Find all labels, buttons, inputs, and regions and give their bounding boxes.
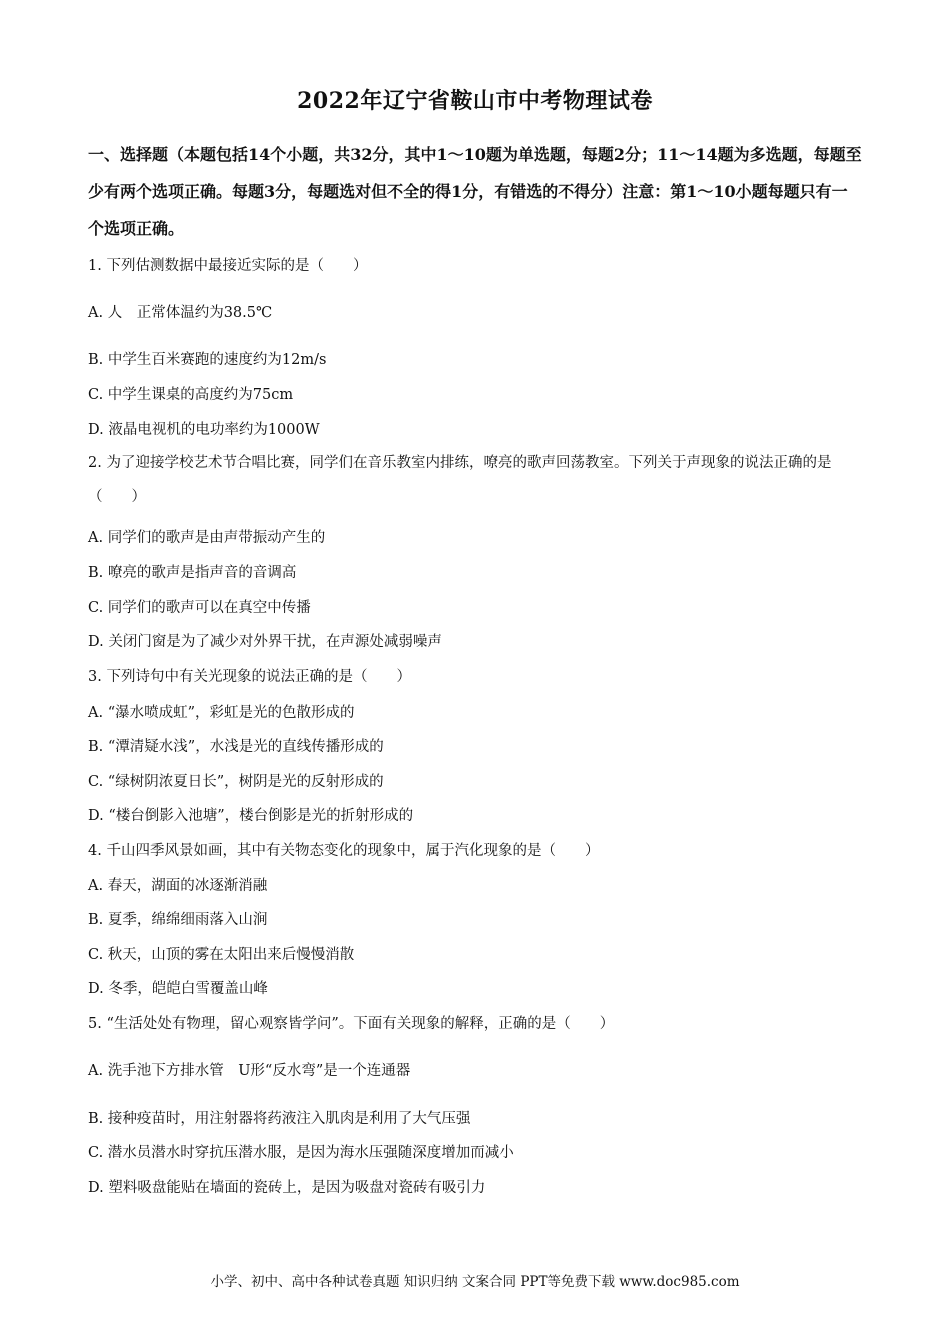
question-3-option-a: A. “瀑水喷成虹”，彩虹是光的色散形成的 bbox=[88, 705, 355, 721]
question-5-option-b: B. 接种疫苗时，用注射器将药液注入肌肉是利用了大气压强 bbox=[88, 1111, 471, 1127]
question-3-option-b: B. “潭清疑水浅”，水浅是光的直线传播形成的 bbox=[88, 739, 384, 755]
question-1-option-d: D. 液晶电视机的电功率约为1000W bbox=[88, 422, 320, 438]
question-1-option-a: A. 人 正常体温约为38.5℃ bbox=[88, 305, 273, 321]
question-2-stem: 2. 为了迎接学校艺术节合唱比赛，同学们在音乐教室内排练，嘹亮的歌声回荡教室。下列关于声现象的说法正确的是（ ） bbox=[88, 455, 832, 505]
question-2-option-d: D. 关闭门窗是为了减少对外界干扰，在声源处减弱噪声 bbox=[88, 634, 442, 650]
page-title: 2022年辽宁省鞍山市中考物理试卷 bbox=[297, 88, 653, 114]
question-5-stem: 5. “生活处处有物理，留心观察皆学问”。下面有关现象的解释，正确的是（ ） bbox=[88, 1016, 615, 1032]
question-4-stem: 4. 千山四季风景如画，其中有关物态变化的现象中，属于汽化现象的是（ ） bbox=[88, 843, 600, 859]
question-3-option-c: C. “绿树阴浓夏日长”，树阴是光的反射形成的 bbox=[88, 774, 384, 790]
question-5-option-a: A. 洗手池下方排水管 U形“反水弯”是一个连通器 bbox=[88, 1063, 411, 1079]
question-2-option-b: B. 嘹亮的歌声是指声音的音调高 bbox=[88, 565, 297, 581]
question-4-option-a: A. 春天，湖面的冰逐渐消融 bbox=[88, 878, 268, 894]
question-3-stem: 3. 下列诗句中有关光现象的说法正确的是（ ） bbox=[88, 669, 411, 685]
question-4-option-c: C. 秋天，山顶的雾在太阳出来后慢慢消散 bbox=[88, 947, 355, 963]
question-2-option-c: C. 同学们的歌声可以在真空中传播 bbox=[88, 600, 311, 616]
question-1-option-c: C. 中学生课桌的高度约为75cm bbox=[88, 387, 294, 403]
question-4-option-b: B. 夏季，绵绵细雨落入山涧 bbox=[88, 912, 268, 928]
question-1-stem: 1. 下列估测数据中最接近实际的是（ ） bbox=[88, 258, 368, 274]
question-3-option-d: D. “楼台倒影入池塘”，楼台倒影是光的折射形成的 bbox=[88, 808, 414, 824]
question-5-option-d: D. 塑料吸盘能贴在墙面的瓷砖上，是因为吸盘对瓷砖有吸引力 bbox=[88, 1180, 486, 1196]
page-footer: 小学、初中、高中各种试卷真题 知识归纳 文案合同 PPT等免费下载 www.doc985.com bbox=[210, 1274, 740, 1290]
question-2-option-a: A. 同学们的歌声是由声带振动产生的 bbox=[88, 530, 326, 546]
section-instructions: 一、选择题（本题包括14个小题，共32分，其中1～10题为单选题，每题2分；11～14题为多选题，每题至少有两个选项正确。每题3分，每题选对但不全的得1分，有错选的不得分）注意：第1～10小题每题只有一个选项正确。 bbox=[88, 145, 862, 238]
question-4-option-d: D. 冬季，皑皑白雪覆盖山峰 bbox=[88, 981, 268, 997]
question-5-option-c: C. 潜水员潜水时穿抗压潜水服，是因为海水压强随深度增加而减小 bbox=[88, 1145, 514, 1161]
question-1-option-b: B. 中学生百米赛跑的速度约为12m/s bbox=[88, 352, 327, 368]
